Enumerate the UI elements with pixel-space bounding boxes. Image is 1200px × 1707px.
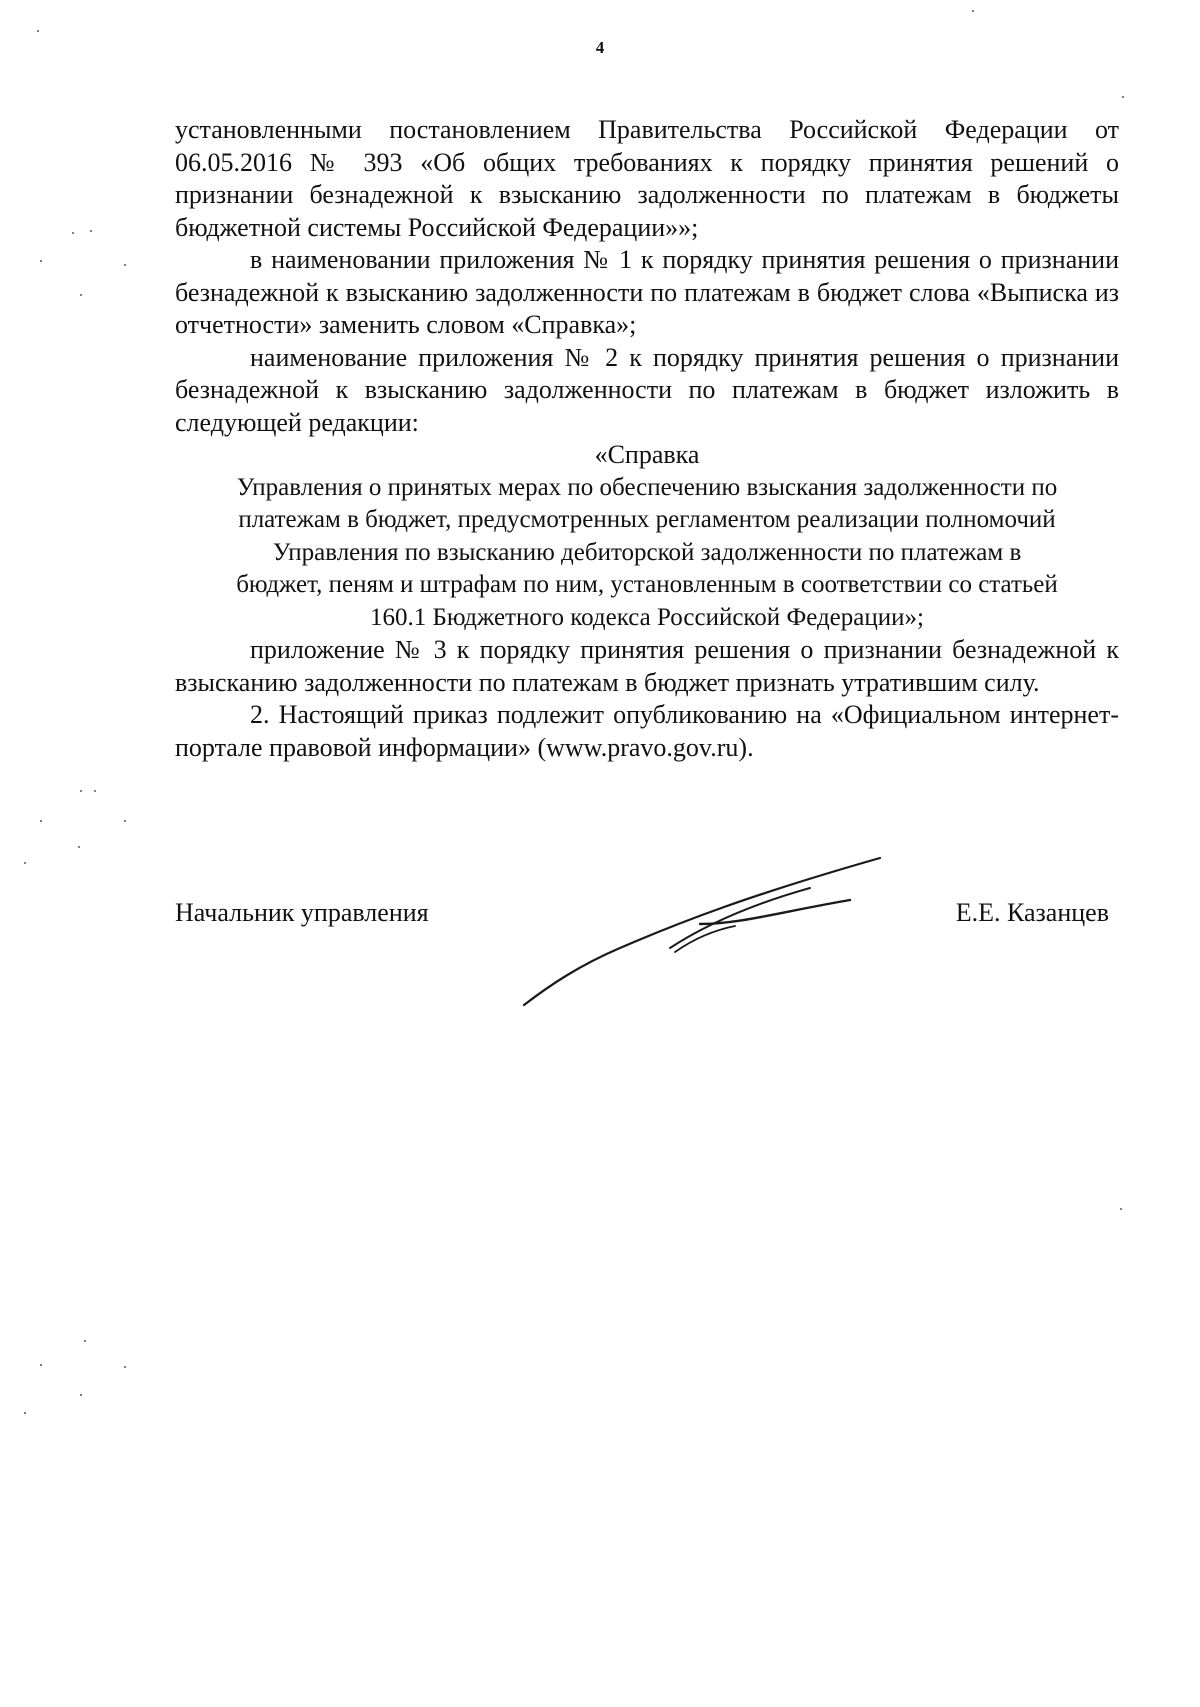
- scan-speck: [78, 846, 80, 848]
- handwritten-signature: [510, 850, 890, 1020]
- scan-speck: [84, 1340, 86, 1342]
- certificate-title-line-4: бюджет, пеням и штрафам по ним, установленным в соответствии со статьей: [236, 571, 1058, 598]
- scan-speck: [24, 1412, 26, 1414]
- certificate-title-line-1: Управления о принятых мерах по обеспечению взыскания задолженности по: [236, 473, 1058, 501]
- scan-speck: [94, 790, 96, 792]
- paragraph-2: в наименовании приложения № 1 к порядку принятия решения о признании безнадежной к взысканию задолженности по платежам в бюджет слова «Выписка из отчетности» заменить словом «Справка»;: [175, 245, 1119, 339]
- signatory-name: Е.Е. Казанцев: [955, 898, 1109, 927]
- scan-speck: [80, 294, 82, 296]
- scan-speck: [90, 230, 92, 232]
- scan-speck: [80, 790, 82, 792]
- scan-speck: [1120, 1208, 1122, 1210]
- scan-speck: [40, 1364, 42, 1366]
- certificate-title-line-5: 160.1 Бюджетного кодекса Российской Федерации»;: [370, 603, 924, 631]
- scan-speck: [124, 1366, 126, 1368]
- signatory-position: Начальник управления: [175, 898, 429, 927]
- scan-speck: [24, 862, 26, 864]
- paragraph-5: 2. Настоящий приказ подлежит опубликованию на «Официальном интернет-портале правовой информации» (www.pravo.gov.ru).: [175, 700, 1119, 762]
- certificate-title: «Справка: [594, 440, 700, 469]
- document-body: [175, 114, 1119, 764]
- paragraph-3: наименование приложения № 2 к порядку принятия решения о признании безнадежной к взысканию задолженности по платежам в бюджет изложить в следующей редакции:: [175, 342, 1119, 437]
- certificate-title-line-3: Управления по взысканию дебиторской задолженности по платежам в: [272, 538, 1022, 566]
- paragraph-4: приложение № 3 к порядку принятия решения о признании безнадежной к взысканию задолженности по платежам в бюджет признать утратившим силу.: [175, 635, 1119, 697]
- paragraph-1: установленными постановлением Правительства Российской Федерации от 06.05.2016 № 393 «Об общих требованиях к порядку принятия решений о признании безнадежной к взысканию задолженности по платежам в бюджеты бюджетной системы Российской Федерации»»;: [175, 115, 1119, 242]
- certificate-title-line-2: платежам в бюджет, предусмотренных регламентом реализации полномочий: [238, 506, 1056, 533]
- scan-speck: [40, 260, 42, 262]
- scan-speck: [40, 820, 42, 822]
- scan-speck: [37, 30, 39, 32]
- scan-speck: [124, 264, 126, 266]
- scan-speck: [80, 1394, 82, 1396]
- page-number: 4: [595, 38, 605, 57]
- scan-speck: [972, 10, 974, 12]
- scan-speck: [72, 232, 74, 234]
- scan-speck: [1122, 96, 1124, 98]
- scan-speck: [124, 820, 126, 822]
